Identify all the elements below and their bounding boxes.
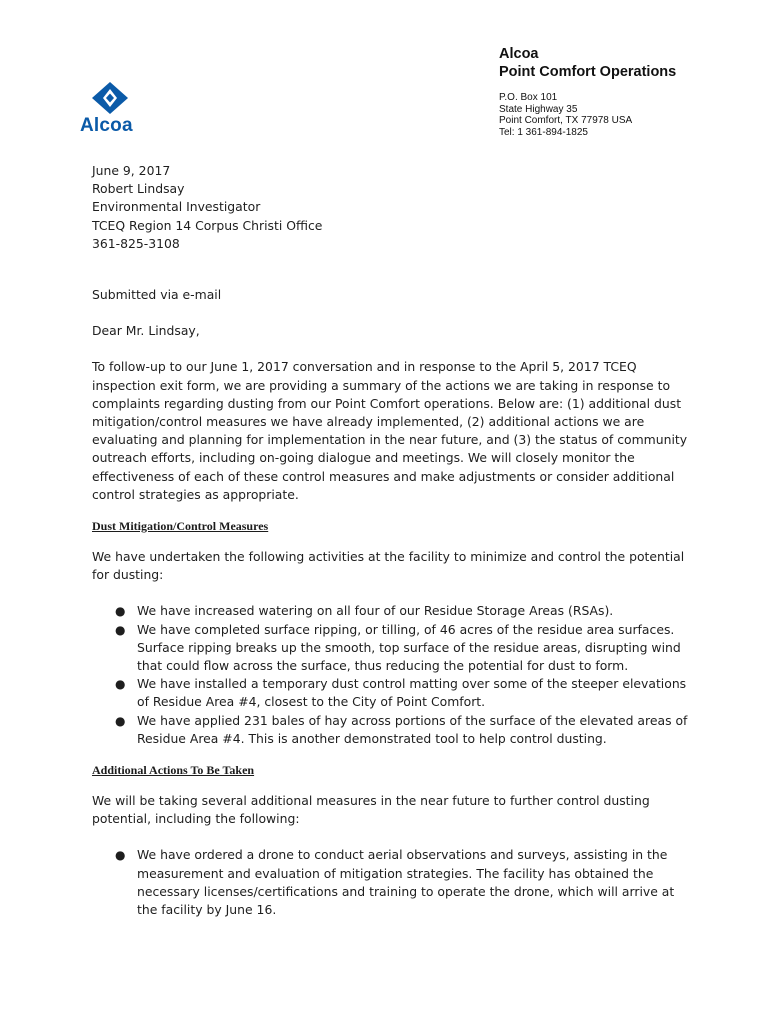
recipient-phone: 361-825-3108 <box>92 235 180 251</box>
alcoa-diamond-icon <box>92 82 128 114</box>
submission-note: Submitted via e-mail <box>92 287 222 303</box>
bullet-icon: ● <box>115 848 126 863</box>
letter-date: June 9, 2017 <box>92 163 171 178</box>
bullet-icon: ● <box>115 622 126 637</box>
company-name: Alcoa <box>499 46 539 62</box>
section-heading-dust-mitigation: Dust Mitigation/Control Measures <box>92 519 269 534</box>
logo-wordmark: Alcoa <box>80 115 133 136</box>
intro-paragraph: To follow-up to our June 1, 2017 conversation and in response to the April 5, 2017 TCEQ inspection exit form, we are providing a summary of the actions we are taking in response to complaints regarding dusting from our Point Comfort operations. Below are: (1) additional dust mitigation/control measures we have already implemented, (2) additional actions we are evaluating and planning for implementation in the near future, and (3) the status of community outreach efforts, including on-going dialogue and meetings. We will closely monitor the effectiveness of each of these control measures and make adjustments or consider additional control strategies as appropriate. <box>92 359 688 502</box>
list-item-text: We have applied 231 bales of hay across portions of the surface of the elevated areas of Residue Area #4. This is another demonstrated tool to help control dusting. <box>137 712 688 746</box>
section-heading-additional-actions: Additional Actions To Be Taken <box>92 763 255 778</box>
salutation: Dear Mr. Lindsay, <box>92 323 200 339</box>
list-item-text: We have completed surface ripping, or tilling, of 46 acres of the residue area surfaces. Surface ripping breaks up the smooth, top surface of the residue areas, disrupting wind that could flow across the surface, thus reducing the potential for dust to form. <box>137 621 681 674</box>
list-item <box>115 712 692 748</box>
list-item <box>115 602 692 620</box>
phone-line: Tel: 1 361-894-1825 <box>499 126 588 138</box>
list-item-text: We have installed a temporary dust control matting over some of the steeper elevations of Residue Area #4, closest to the City of Point Comfort. <box>137 676 687 710</box>
bullet-icon: ● <box>115 713 126 728</box>
address-line: Point Comfort, TX 77978 USA <box>499 115 633 126</box>
list-item <box>115 846 692 919</box>
list-item <box>115 621 692 676</box>
recipient-title: Environmental Investigator <box>92 199 261 215</box>
recipient-block <box>92 180 692 253</box>
bullet-icon: ● <box>115 604 126 619</box>
section-lead-paragraph: We will be taking several additional measures in the near future to further control dusting potential, including the following: <box>92 793 650 827</box>
section-lead-paragraph: We have undertaken the following activities at the facility to minimize and control the potential for dusting: <box>92 549 685 583</box>
mitigation-list <box>92 602 692 748</box>
letterhead <box>499 45 676 138</box>
list-item-text: We have increased watering on all four of our Residue Storage Areas (RSAs). <box>137 603 614 619</box>
alcoa-logo <box>80 82 142 137</box>
recipient-office: TCEQ Region 14 Corpus Christi Office <box>92 217 323 233</box>
list-item <box>115 675 692 711</box>
list-item-text: We have ordered a drone to conduct aerial observations and surveys, assisting in the measurement and evaluation of mitigation strategies. The facility has obtained the necessary licenses/certifications and training to operate the drone, which will arrive at the facility by June 16. <box>137 847 675 918</box>
bullet-icon: ● <box>115 677 126 692</box>
division-name: Point Comfort Operations <box>499 64 677 80</box>
letter-body <box>92 162 692 919</box>
address-block <box>499 92 676 138</box>
additional-actions-list <box>92 846 692 919</box>
address-line: State Highway 35 <box>499 103 578 115</box>
address-line: P.O. Box 101 <box>499 92 558 103</box>
recipient-name: Robert Lindsay <box>92 181 185 197</box>
